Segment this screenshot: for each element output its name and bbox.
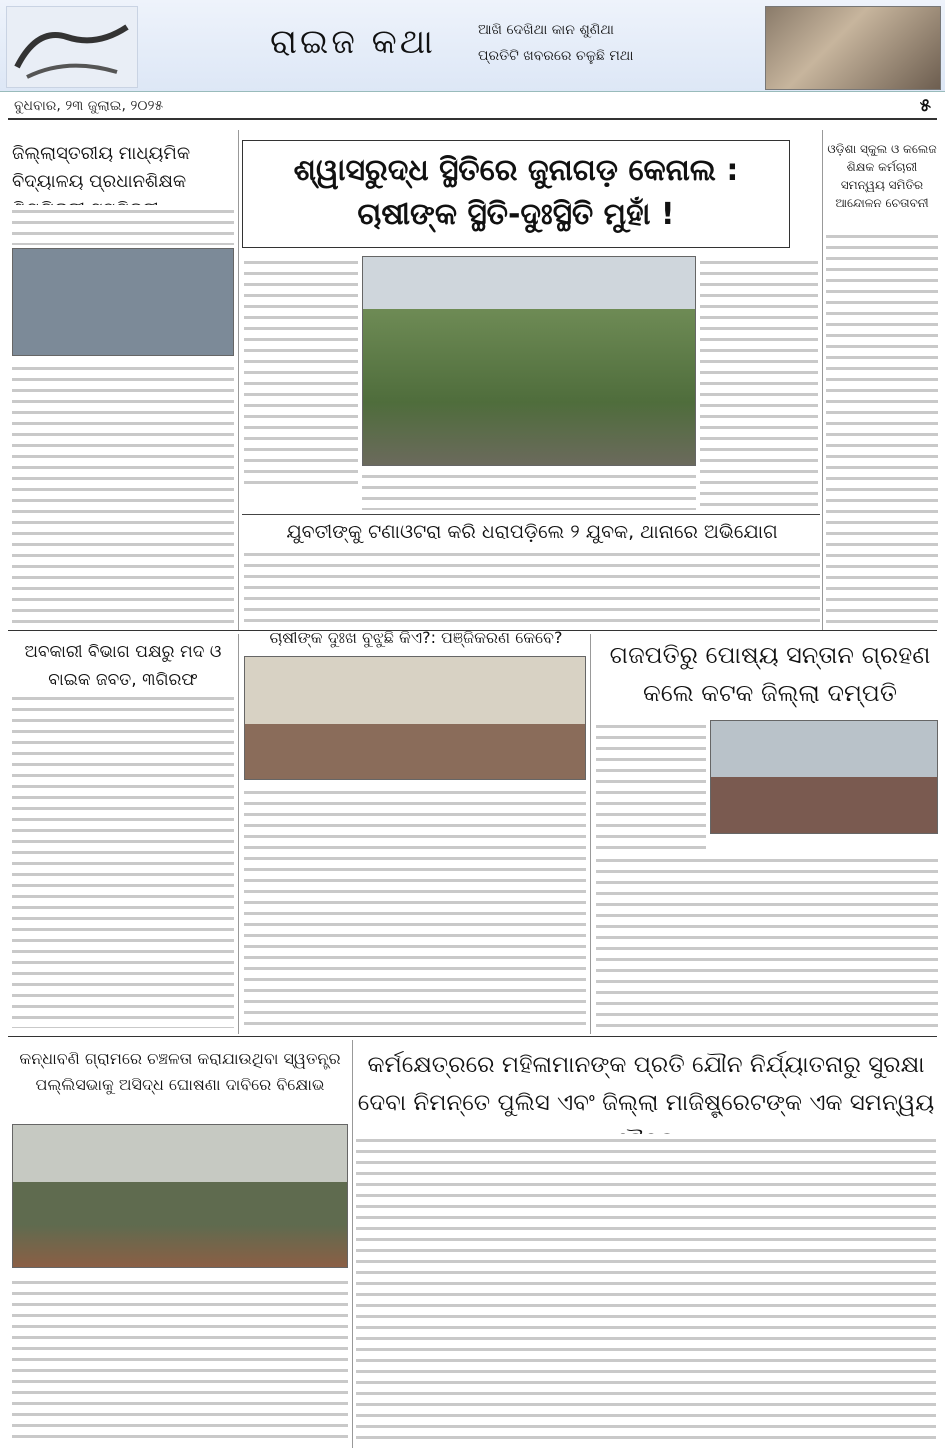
section-rule [8, 1036, 937, 1037]
main-headline: ଶ୍ୱାସରୁଦ୍ଧ ସ୍ଥିତିରେ ଜୁନାଗଡ଼ କେନାଲ : ଚାଷୀଙ୍କ ସ୍ଥିତି-ଦୁଃସ୍ଥିତି ମୁହାଁ ! [293, 153, 739, 232]
article-text [12, 362, 234, 624]
column-divider [238, 130, 239, 630]
masthead-left-logo [6, 6, 138, 88]
headline-kandhabani: କନ୍ଧାବଣି ଗ୍ରାମରେ ଚଞ୍ଚଳତା କରାଯାଉଥିବା ସ୍ୱତନ୍ତ୍ର ପଲ୍ଲିସଭାକୁ ଅସିଦ୍ଧ ଘୋଷଣା ଦାବିରେ ବିକ୍ଷୋଭ [19, 1049, 341, 1094]
article-text [244, 256, 358, 486]
headline-karmakshetra: କର୍ମକ୍ଷେତ୍ରରେ ମହିଳାମାନଙ୍କ ପ୍ରତି ଯୌନ ନିର୍ଯ୍ୟାତନାରୁ ସୁରକ୍ଷା ଦେବା ନିମନ୍ତେ ପୁଲିସ ଏବଂ ଜିଲ୍ଲା ମାଜିଷ୍ଟ୍ରେଟଙ୍କ ଏକ ସମନ୍ୱୟ [357, 1052, 935, 1116]
headline-right-top: ଓଡ଼ିଶା ସ୍କୁଲ ଓ କଲେଜ ଶିକ୍ଷକ କର୍ମଚାରୀ ସମନ୍ୱୟ ସମିତିର ଆନ୍ଦୋଳନ ଚେତାବନୀ [827, 142, 937, 210]
page-number: ୫ [919, 95, 931, 116]
headline-abakari: ଅବକାରୀ ବିଭାଗ ପକ୍ଷରୁ ମଦ ଓ ବାଇକ ଜବତ, ୩ଗିରଫ [24, 642, 222, 690]
headline-gajapati: ଗଜପତିରୁ ପୋଷ୍ୟ ସନ୍ତାନ ଗ୍ରହଣ କଲେ କଟକ ଜିଲ୍ଲା ଦମ୍ପତି [609, 641, 931, 707]
headline-left-top: ଜିଲ୍ଲାସ୍ତରୀୟ ମାଧ୍ୟମିକ ବିଦ୍ୟାଳୟ ପ୍ରଧାନଶିକ୍ଷକ [12, 143, 191, 192]
masthead-child-photo [765, 6, 941, 90]
protest-photo [12, 1124, 348, 1268]
slogan-line-1: ଆଖି ଦେଖିଥା କାନ ଶୁଣିଥା [478, 22, 615, 38]
top-rule [8, 118, 937, 120]
adoption-photo [710, 720, 938, 834]
headline-yuvati: ଯୁବତୀଙ୍କୁ ଟଣାଓଟରା କରି ଧରାପଡ଼ିଲେ ୨ ଯୁବକ, ଥାନାରେ ଅଭିଯୋଗ [286, 521, 778, 543]
column-divider [590, 634, 591, 1034]
article-text [12, 692, 234, 1028]
issue-date: ବୁଧବାର, ୨୩ ଜୁଲାଇ, ୨୦୨୫ [14, 98, 164, 114]
article-text [244, 786, 586, 1028]
column-divider [352, 1040, 353, 1448]
slogan-line-2: ପ୍ରତିଟି ଖବରରେ ଚଳୁଛି ମଥା [478, 48, 634, 64]
article-text [362, 470, 696, 510]
headline-chasi: ଚାଷୀଙ୍କ ଦୁଃଖ ବୁଝୁଛି କିଏ?: ପଞ୍ଜିକରଣ କେବେ? [269, 628, 563, 647]
canal-photo [362, 256, 696, 466]
column-divider [238, 634, 239, 1034]
article-text [826, 230, 938, 624]
brand-title: ରାଇଜ କଥା [270, 22, 436, 62]
section-rule [242, 514, 820, 515]
article-text [12, 1276, 348, 1444]
meeting-photo [244, 656, 586, 780]
article-text [244, 548, 820, 624]
main-headline-box [242, 140, 790, 248]
column-divider [822, 130, 823, 630]
article-text [596, 854, 938, 1028]
article-text [700, 256, 818, 510]
article-photo [12, 248, 234, 356]
article-text [596, 720, 706, 850]
article-text [356, 1134, 936, 1444]
article-text [12, 205, 234, 245]
